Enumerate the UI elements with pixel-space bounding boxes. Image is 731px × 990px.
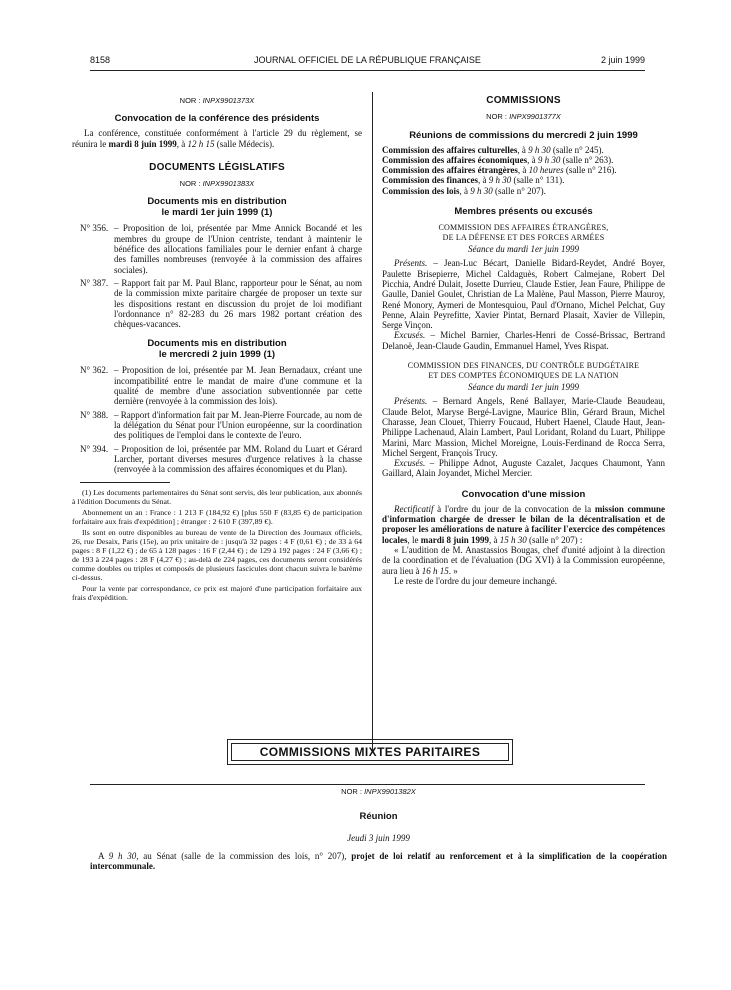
footnote: Ils sont en outre disponibles au bureau de vente de la Direction des Journaux officiels, 26, rue Desaix, Paris (15e), au prix unitaire de : jusqu'à 32 pages : 4 F (0,61 €) ; de 33 à 64 pages : 8 F (1,22 €) ; de 65 à 128 pages : 16 F (2,44 €) ; de 129 à 192 pages : 24 F (3,66 €) ; de 193 à 224 pages : 28 F (4,27 €) ; au-delà de 224 pages, ces documents seront considérés comme doubles ou triples et composés de plusieurs fascicules dont chacun suivra le barème ci-dessus. [72,528,362,583]
document-item: N° 394. – Proposition de loi, présentée par MM. Roland du Luart et Gérard Larcher, portant diverses mesures d'urgence relatives à la chasse (renvoyée à la commission des affaires économiques et du Plan). [80,443,362,475]
excuses-paragraph: Excusés. – Michel Barnier, Charles-Henri de Cossé-Brissac, Bertrand Delanoë, Jean-Claude Gaudin, Emmanuel Hamel, Yves Rispat. [382,330,665,351]
journal-title: JOURNAL OFFICIEL DE LA RÉPUBLIQUE FRANÇAISE [254,55,481,65]
document-item: N° 356. – Proposition de loi, présentée par Mme Annick Bocandé et les membres du groupe de l'Union centriste, tendant à maintenir le bénéfice des allocations familiales pour le dernier enfant à charge des familles nombreuses (renvoyée à la commission des affaires sociales). [80,223,362,275]
footnote: (1) Les documents parlementaires du Sénat sont servis, dès leur publication, aux abonnés à l'édition Documents du Sénat. [72,488,362,507]
section-title: COMMISSIONS MIXTES PARITAIRES [231,743,509,761]
reunions-heading: Réunions de commissions du mercredi 2 juin 1999 [409,129,638,141]
reunion-heading: Réunion [359,811,398,822]
seance-date: Séance du mardi 1er juin 1999 [468,244,579,255]
membres-heading: Membres présents ou excusés [454,206,593,218]
excuses-paragraph: Excusés. – Philippe Adnot, Auguste Cazalet, Jacques Chaumont, Yann Gaillard, Alain Joyandet, Michel Mercier. [382,458,665,479]
audition-paragraph: « L'audition de M. Anastassios Bougas, chef d'unité adjoint à la direction de la coordination et de l'évaluation (DG XVI) à la Commission européenne, aura lieu à 16 h 15. » [382,544,665,576]
reste-paragraph: Le reste de l'ordre du jour demeure inchangé. [394,575,558,586]
nor-reference: NOR : INPX9901382X [341,787,416,796]
footnotes [72,488,362,602]
running-header [90,55,645,69]
header-rule [90,70,645,71]
section-title-box [227,739,513,765]
footnote-rule [80,482,170,483]
presents-paragraph: Présents. – Jean-Luc Bécart, Danielle Bidard-Reydet, André Boyer, Paulette Brisepierre, Michel Caldaguès, Robert Calmejane, Robert Del Picchia, André Dulait, Josette Durrieu, Claude Estier, Jean Faure, Philippe de Gaulle, Daniel Goulet, Christian de La Malène, Paul Masson, Pierre Mauroy, René Monory, Aymeri de Montesquiou, Paul d'Ornano, Michel Pelchat, Guy Penne, Alain Peyrefitte, Xavier Pintat, Bernard Plasait, Xavier de Villepin, Serge Vinçon. [382,258,665,331]
presents-paragraph: Présents. – Bernard Angels, René Ballayer, Marie-Claude Beaudeau, Claude Belot, Maryse Bergé-Lavigne, Maurice Blin, Gérard Braun, Michel Charasse, Jean Clouet, Thierry Foucaud, Hubert Haenel, Claude Haut, Jean-Philippe Lachenaud, Alain Lambert, Paul Loridant, Roland du Luart, Philippe Marini, Marc Massion, Michel Moreigne, Louis-Ferdinand de Rocca Serra, Michel Sergent, François Trucy. [382,396,665,458]
seance-date: Séance du mardi 1er juin 1999 [468,382,579,393]
footnote: Abonnement un an : France : 1 213 F (184,92 €) [plus 550 F (83,85 €) de participation forfaitaire aux frais d'expédition] ; étranger : 2 610 F (397,89 €). [72,508,362,527]
convocation-heading: Convocation de la conférence des présidents [114,113,320,125]
commissions-heading: COMMISSIONS [486,95,561,106]
documents-legislatifs-heading: DOCUMENTS LÉGISLATIFS [149,161,285,173]
reunion-line: Commission des affaires économiques, à 9 h 30 (salle n° 263). [382,154,614,165]
mission-heading: Convocation d'une mission [461,488,586,500]
document-item: N° 387. – Rapport fait par M. Paul Blanc, rapporteur pour le Sénat, au nom de la commission mixte paritaire chargée de proposer un texte sur les dispositions restant en discussion du projet de loi modifiant l'ordonnance n° 82-283 du 26 mars 1982 portant création des chèques-vacances. [80,277,362,330]
document-item: N° 362. – Proposition de loi, présentée par M. Jean Bernadaux, créant une incompatibilité entre le mandat de maire d'une commune et la qualité de membre d'une association subventionnée par cette dernière (renvoyée à la commission des lois). [80,365,362,407]
column-divider [372,92,373,752]
distribution-heading-2: Documents mis en distribution le mercredi 2 juin 1999 (1) [147,338,287,361]
reunion-line: Commission des affaires étrangères, à 10 heures (salle n° 216). [382,165,617,176]
page-number: 8158 [90,55,111,65]
reunion-line: Commission des affaires culturelles, à 9 h 30 (salle n° 245). [382,144,604,155]
reunion-paragraph: A 9 h 30, au Sénat (salle de la commission des lois, n° 207), projet de loi relatif au renforcement et à la simplification de la coopération intercommunale. [90,851,667,872]
nor-reference: NOR : INPX9901377X [486,112,561,122]
reunion-line: Commission des finances, à 9 h 30 (salle n° 131). [382,175,565,186]
commission-name: COMMISSION DES FINANCES, DU CONTRÔLE BUDGÉTAIRE ET DES COMPTES ÉCONOMIQUES DE LA NATION [407,361,640,380]
nor-reference: NOR : INPX9901373X [179,96,255,105]
footnote: Pour la vente par correspondance, ce prix est majoré d'une participation forfaitaire aux frais d'expédition. [72,584,362,603]
commission-name: COMMISSION DES AFFAIRES ÉTRANGÈRES, DE LA DÉFENSE ET DES FORCES ARMÉES [438,223,609,242]
convocation-paragraph: La conférence, constituée conformément à l'article 29 du règlement, se réunira le mardi 8 juin 1999, à 12 h 15 (salle Médecis). [72,128,362,149]
section-rule [90,784,645,785]
nor-reference: NOR : INPX9901383X [179,179,255,189]
reunion-line: Commission des lois, à 9 h 30 (salle n° 207). [382,185,546,196]
left-column [72,96,362,604]
issue-date: 2 juin 1999 [600,55,645,65]
reunion-date: Jeudi 3 juin 1999 [347,833,410,843]
rectificatif-paragraph: Rectificatif à l'ordre du jour de la convocation de la mission commune d'information chargée de dresser le bilan de la décentralisation et de proposer les améliorations de nature à faciliter l'exercice des compétences locales, le mardi 8 juin 1999, à 15 h 30 (salle n° 207) : [382,503,665,545]
document-item: N° 388. – Rapport d'information fait par M. Jean-Pierre Fourcade, au nom de la délégation du Sénat pour l'Union européenne, sur la coordination des politiques de l'emploi dans le contexte de l'euro. [80,409,362,441]
right-column [382,96,665,586]
distribution-heading-1: Documents mis en distribution le mardi 1er juin 1999 (1) [147,196,287,219]
